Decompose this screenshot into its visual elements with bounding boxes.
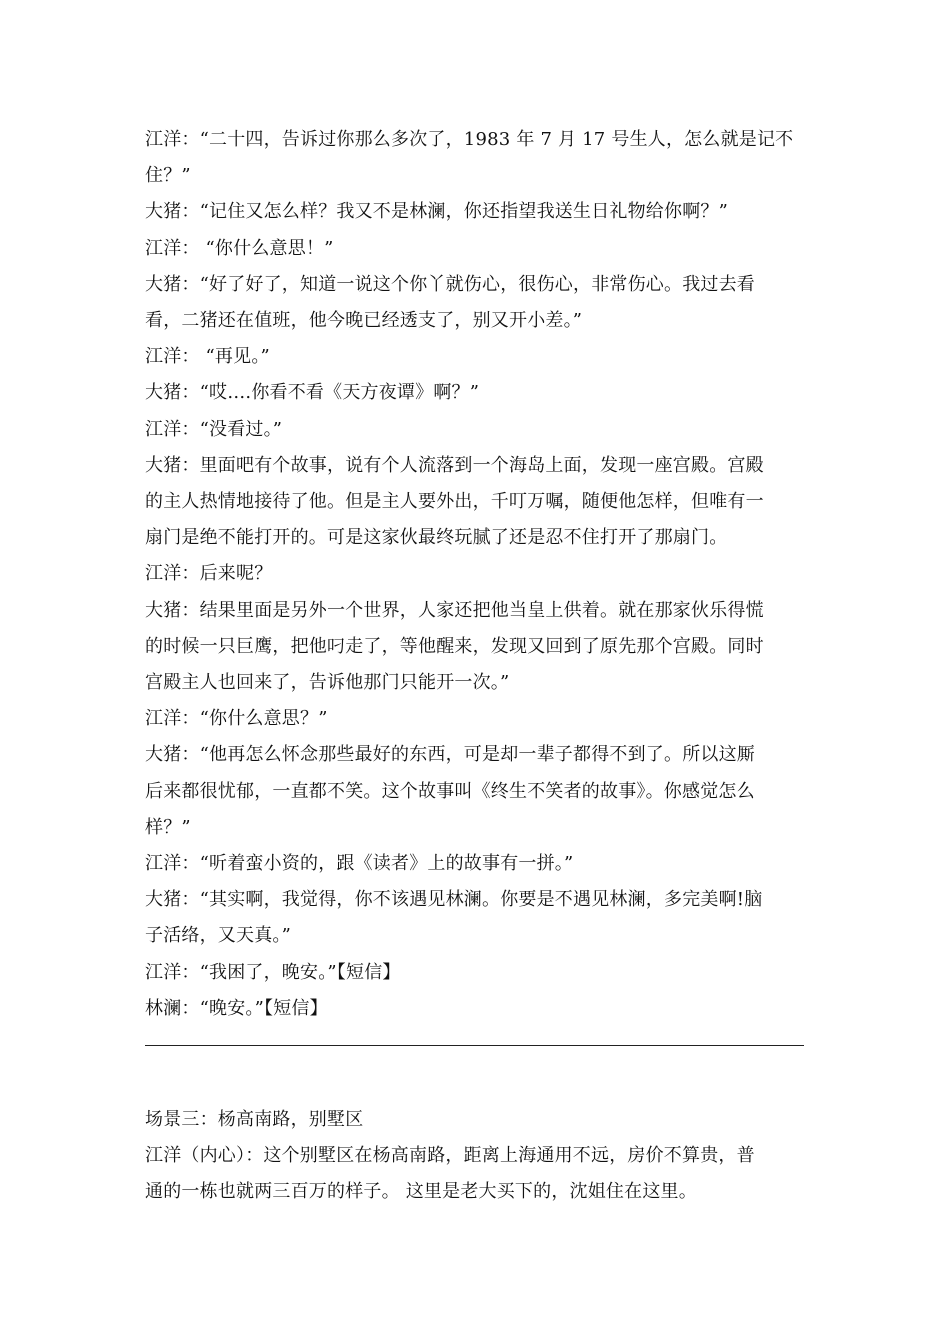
text-line: 样？” [145, 816, 191, 838]
text-line: 大猪：“他再怎么怀念那些最好的东西，可是却一辈子都得不到了。所以这厮 [145, 744, 755, 766]
text-line: 江洋：“听着蛮小资的，跟《读者》上的故事有一拼。” [145, 853, 574, 875]
text-line: 住？” [145, 165, 191, 187]
text-line: 大猪：“好了好了，知道一说这个你丫就伤心，很伤心，非常伤心。我过去看 [145, 273, 755, 295]
text-line: 的主人热情地接待了他。但是主人要外出，千叮万嘱，随便他怎样，但唯有一 [145, 491, 764, 513]
text-line: 林澜：“晚安。”【短信】 [145, 997, 328, 1019]
text-line: 宫殿主人也回来了，告诉他那门只能开一次。” [145, 672, 510, 694]
text-line: 江洋（内心）：这个别墅区在杨高南路，距离上海通用不远，房价不算贵，普 [145, 1145, 755, 1167]
text-line: 场景三：杨高南路，别墅区 [145, 1109, 364, 1131]
text-line: 江洋：“二十四，告诉过你那么多次了，1983 年 7 月 17 号生人，怎么就是记不 [145, 129, 794, 150]
document-page [145, 122, 807, 1211]
text-line: 江洋：“我困了，晚安。”【短信】 [145, 961, 401, 983]
scene-section [145, 1102, 807, 1211]
dialogue-section [145, 122, 807, 1027]
text-line: 大猪：结果里面是另外一个世界，人家还把他当皇上供着。就在那家伙乐得慌 [145, 599, 764, 621]
text-line: 扇门是绝不能打开的。可是这家伙最终玩腻了还是忍不住打开了那扇门。 [145, 527, 728, 549]
text-line: 看，二猪还在值班，他今晚已经透支了，别又开小差。” [145, 310, 583, 332]
text-line: 江洋：后来呢？ [145, 563, 273, 585]
text-line: 江洋：“你什么意思？” [145, 708, 328, 730]
text-line: 的时候一只巨鹰，把他叼走了，等他醒来，发现又回到了原先那个宫殿。同时 [145, 635, 764, 657]
text-line: 江洋： “再见。” [145, 346, 270, 368]
section-divider [145, 1045, 804, 1046]
text-line: 大猪：里面吧有个故事，说有个人流落到一个海岛上面，发现一座宫殿。宫殿 [145, 454, 764, 476]
text-line: 后来都很忧郁，一直都不笑。这个故事叫《终生不笑者的故事》。你感觉怎么 [145, 780, 755, 802]
text-line: 江洋： “你什么意思！” [145, 237, 334, 259]
text-line: 通的一栋也就两三百万的样子。 这里是老大买下的，沈姐住在这里。 [145, 1181, 697, 1203]
text-line: 江洋：“没看过。” [145, 418, 283, 440]
text-line: 大猪：“哎….你看不看《天方夜谭》啊？” [145, 382, 480, 404]
text-line: 子活络，又天真。” [145, 925, 292, 947]
text-line: 大猪：“记住又怎么样？我又不是林澜，你还指望我送生日礼物给你啊？” [145, 201, 729, 223]
text-line: 大猪：“其实啊，我觉得，你不该遇见林澜。你要是不遇见林澜，多完美啊!脑 [145, 889, 763, 911]
